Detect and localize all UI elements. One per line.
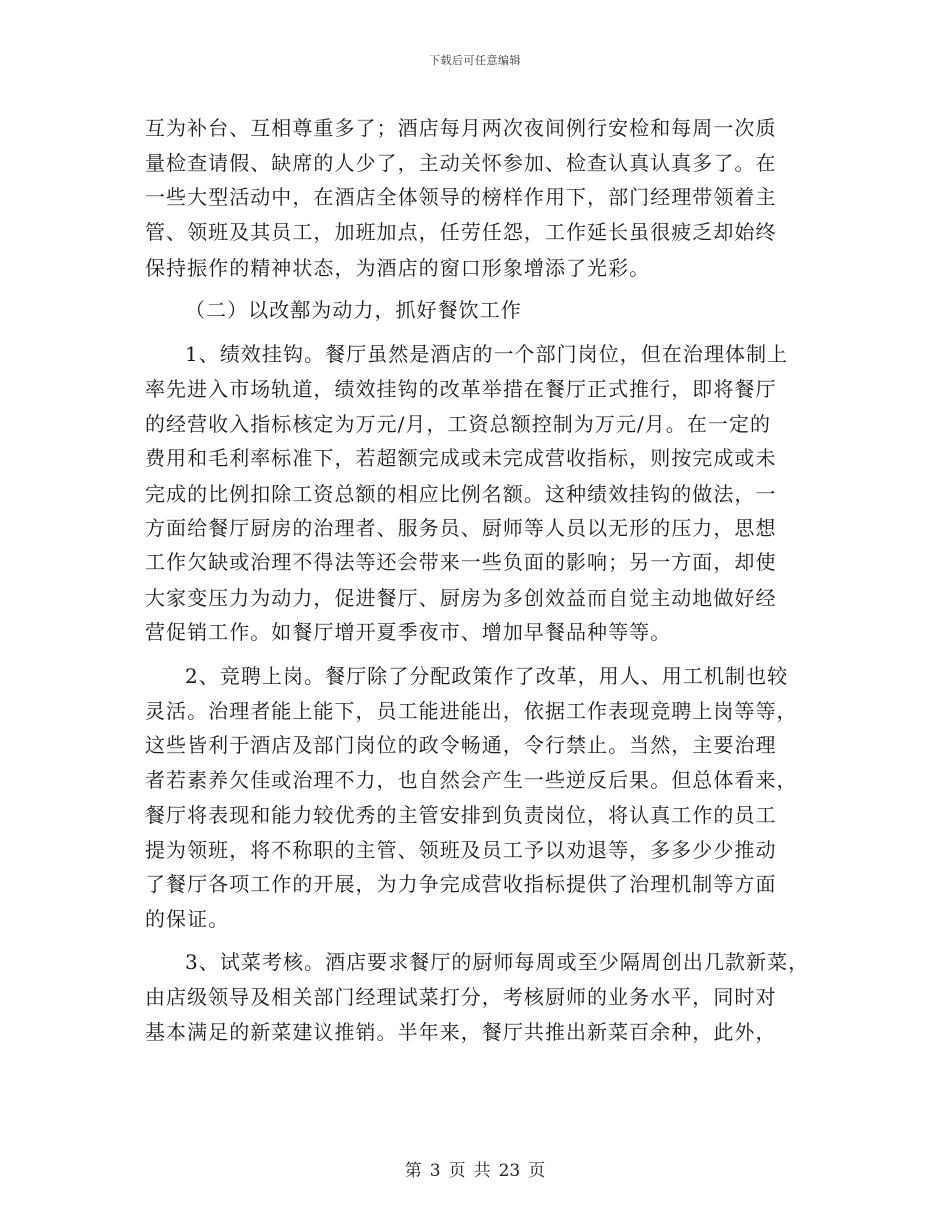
text-line: 费用和毛利率标准下，若超额完成或未完成营收指标，则按完成或未 — [145, 446, 777, 470]
footer-di: 第 — [404, 1161, 422, 1181]
text-line: 率先进入市场轨道，绩效挂钩的改革举措在餐厅正式推行，即将餐厅 — [145, 377, 777, 401]
text-line: 一些大型活动中，在酒店全体领导的榜样作用下，部门经理带领着主 — [145, 185, 777, 209]
footer-ye: 页 — [528, 1161, 546, 1181]
text-line: 提为领班，将不称职的主管、领班及员工予以劝退等，多多少少推动 — [145, 838, 777, 862]
total-pages: 23 — [498, 1161, 521, 1181]
section-heading: （二）以改鄯为动力，抓好餐饮工作 — [185, 298, 522, 322]
text-line: 方面给餐厅厨房的治理者、服务员、厨师等人员以无形的压力，思想 — [145, 516, 777, 540]
footer-gong: 共 — [473, 1161, 491, 1181]
text-line: 灵活。治理者能上能下，员工能进能出，依据工作表现竞聘上岗等等， — [145, 699, 798, 723]
text-line: 管、领班及其员工，加班加点，任劳任怨，工作延长虽很疲乏却始终 — [145, 220, 777, 244]
text-line: 大家变压力为动力，促进餐厅、厨房为多创效益而自觉主动地做好经 — [145, 586, 777, 610]
text-line: 餐厅将表现和能力较优秀的主管安排到负责岗位，将认真工作的员工 — [145, 803, 777, 827]
footer-ye: 页 — [448, 1161, 466, 1181]
paragraph-start: 1、绩效挂钩。餐厅虽然是酒店的一个部门岗位，但在治理体制上 — [185, 342, 789, 366]
page-header: 下载后可任意编辑 — [429, 54, 521, 67]
text-line: 量检查请假、缺席的人少了，主动关怀参加、检查认真认真多了。在 — [145, 151, 777, 175]
text-line: 营促销工作。如餐厅增开夏季夜市、增加早餐品种等等。 — [145, 620, 672, 644]
text-line: 的保证。 — [145, 907, 230, 931]
text-line: 由店级领导及相关部门经理试菜打分，考核厨师的业务水平，同时对 — [145, 985, 777, 1009]
text-line: 互为补台、互相尊重多了；酒店每月两次夜间例行安检和每周一次质 — [145, 116, 777, 140]
text-line: 这些皆利于酒店及部门岗位的政令畅通，令行禁止。当然，主要治理 — [145, 733, 777, 757]
page-footer — [0, 1156, 950, 1181]
text-line: 基本满足的新菜建议推销。半年来，餐厅共推出新菜百余种，此外， — [145, 1020, 777, 1044]
text-line: 者若素养欠佳或治理不力，也自然会产生一些逆反后果。但总体看来， — [145, 768, 798, 792]
text-line: 了餐厅各项工作的开展，为力争完成营收指标提供了治理机制等方面 — [145, 872, 777, 896]
paragraph-start: 3、试菜考核。酒店要求餐厅的厨师每周或至少隔周创出几款新菜， — [185, 950, 810, 974]
page-number: 3 — [429, 1161, 441, 1181]
text-line: 工作欠缺或治理不得法等还会带来一些负面的影响；另一方面，却使 — [145, 550, 777, 574]
text-line: 保持振作的精神状态，为酒店的窗口形象增添了光彩。 — [145, 256, 651, 280]
text-line: 的经营收入指标核定为万元/月，工资总额控制为万元/月。在一定的 — [145, 412, 772, 436]
text-line: 完成的比例扣除工资总额的相应比例名额。这种绩效挂钩的做法，一 — [145, 482, 777, 506]
paragraph-start: 2、竞聘上岗。餐厅除了分配政策作了改革，用人、用工机制也较 — [185, 664, 789, 688]
